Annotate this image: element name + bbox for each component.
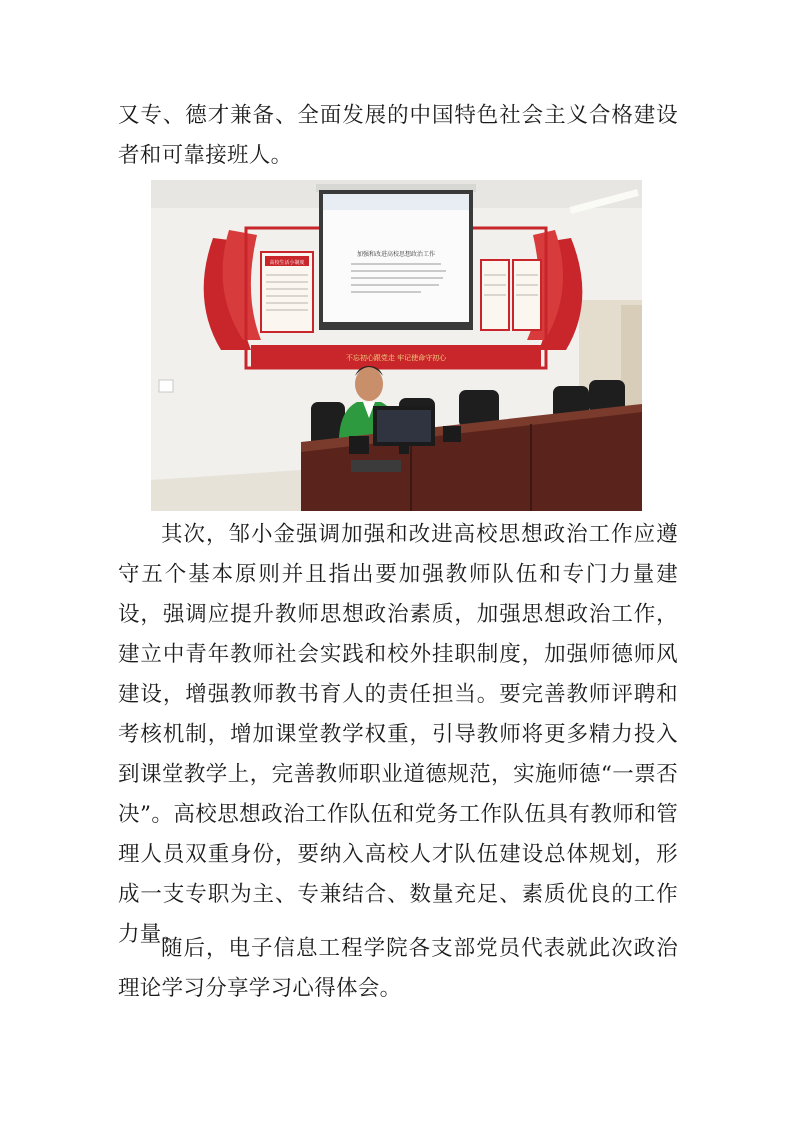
meeting-photo [151,180,642,511]
wall-poster-title: 高校生活小制度 [269,260,305,266]
meeting-photo-illustration [151,180,642,511]
wall-outlet [159,380,173,392]
speaker-right [443,426,461,442]
paragraph-second [118,515,678,955]
speaker-left [349,436,369,454]
screen-heading: 加强和改进高校思想政治工作 [356,251,436,258]
paragraph-second-text: 其次，邹小金强调加强和改进高校思想政治工作应遵守五个基本原则并且指出要加强教师队伍和专门力量建设，强调应提升教师思想政治素质，加强思想政治工作，建立中青年教师社会实践和校外挂职制度，加强师德师风建设，增强教师教书育人的责任担当。要完善教师评聘和考核机制，增加课堂教学权重，引导教师将更多精力投入到课堂教学上，完善教师职业道德规范，实施师德“一票否决”。高校思想政治工作队伍和党务工作队伍具有教师和管理人员双重身份，要纳入高校人才队伍建设总体规划，形成一支专职为主、专兼结合、数量充足、素质优良的工作力量。 [118,522,678,947]
paragraph-top-text: 又专、德才兼备、全面发展的中国特色社会主义合格建设者和可靠接班人。 [118,103,678,168]
paragraph-third-text: 随后，电子信息工程学院各支部党员代表就此次政治理论学习分享学习心得体会。 [118,936,678,1001]
paragraph-top [118,96,678,176]
paragraph-third [118,929,678,1009]
wall-slogan: 不忘初心跟党走 牢记使命守初心 [345,354,447,362]
